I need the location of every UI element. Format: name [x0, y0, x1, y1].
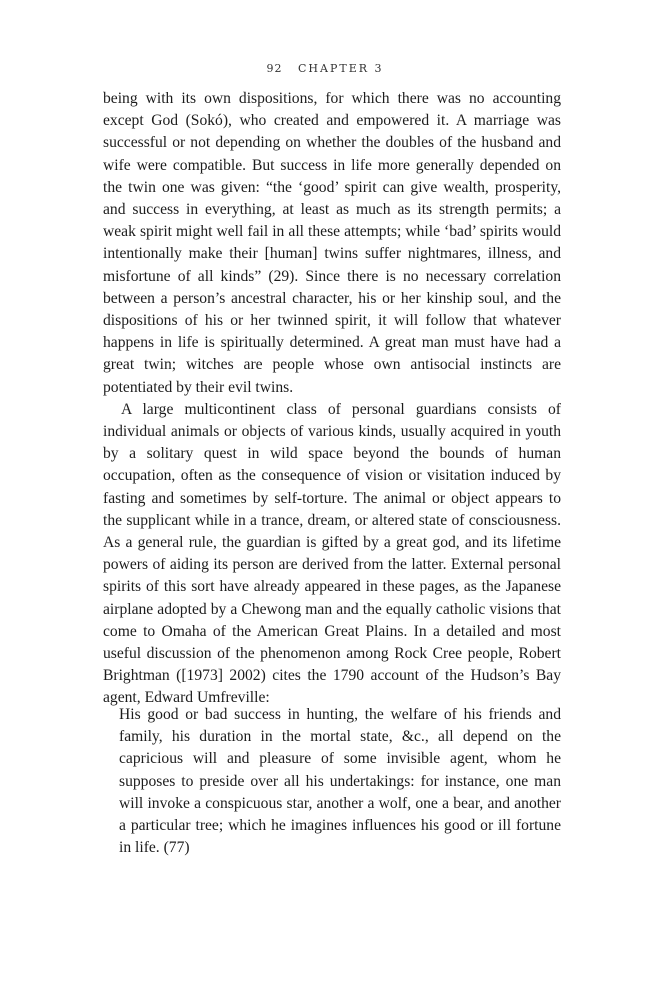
paragraph-guardians: A large multicontinent class of personal guardians consists of individual animals or objects of various kinds, usually acquired in youth by a solitary quest in wild space beyond the bounds of human occupation, often as the consequence of vision or visitation induced by fasting and sometimes by self-torture. The animal or object appears to the supplicant while in a trance, dream, or altered state of consciousness. As a general rule, the guardian is gifted by a great god, and its lifetime powers of aiding its person are derived from the latter. External personal spirits of this sort have already appeared in these pages, as the Japanese airplane adopted by a Chewong man and the equally catholic visions that come to Omaha of the American Great Plains. In a detailed and most useful discussion of the phenomenon among Rock Cree people, Robert Brightman ([1973] 2002) cites the 1790 account of the Hudson’s Bay agent, Edward Umfreville:	[103, 400, 561, 707]
body-text	[103, 88, 561, 710]
chapter-label: CHAPTER 3	[298, 62, 384, 75]
block-quote	[119, 704, 561, 859]
paragraph-continued: being with its own dispositions, for which there was no accounting except God (Sokó), who created and empowered it. A marriage was successful or not depending on whether the doubles of the husband and wife were compatible. But success in life more generally depended on the twin one was given: “the ‘good’ spirit can give wealth, prosperity, and success in everything, at least as much as its strength permits; a weak spirit might well fail in all these attempts; while ‘bad’ spirits would intentionally make their [human] twins suffer nightmares, illness, and misfortune of all kinds” (29). Since there is no necessary correlation between a person’s ancestral character, his or her kinship soul, and the dispositions of his or her twinned spirit, it will follow that whatever happens in life is spiritually determined. A great man must have had a great twin; witches are people whose own antisocial instincts are potentiated by their evil twins.	[103, 90, 561, 396]
running-head	[0, 62, 650, 75]
block-quote-text: His good or bad success in hunting, the welfare of his friends and family, his duration in the mortal state, &c., all depend on the capricious will and pleasure of some invisible agent, whom he supposes to preside over all his undertakings: for instance, one man will invoke a conspicuous star, another a wolf, one a bear, and another a particular tree; which he imagines influences his good or ill fortune in life. (77)	[119, 706, 561, 857]
page-number: 92	[266, 62, 283, 75]
